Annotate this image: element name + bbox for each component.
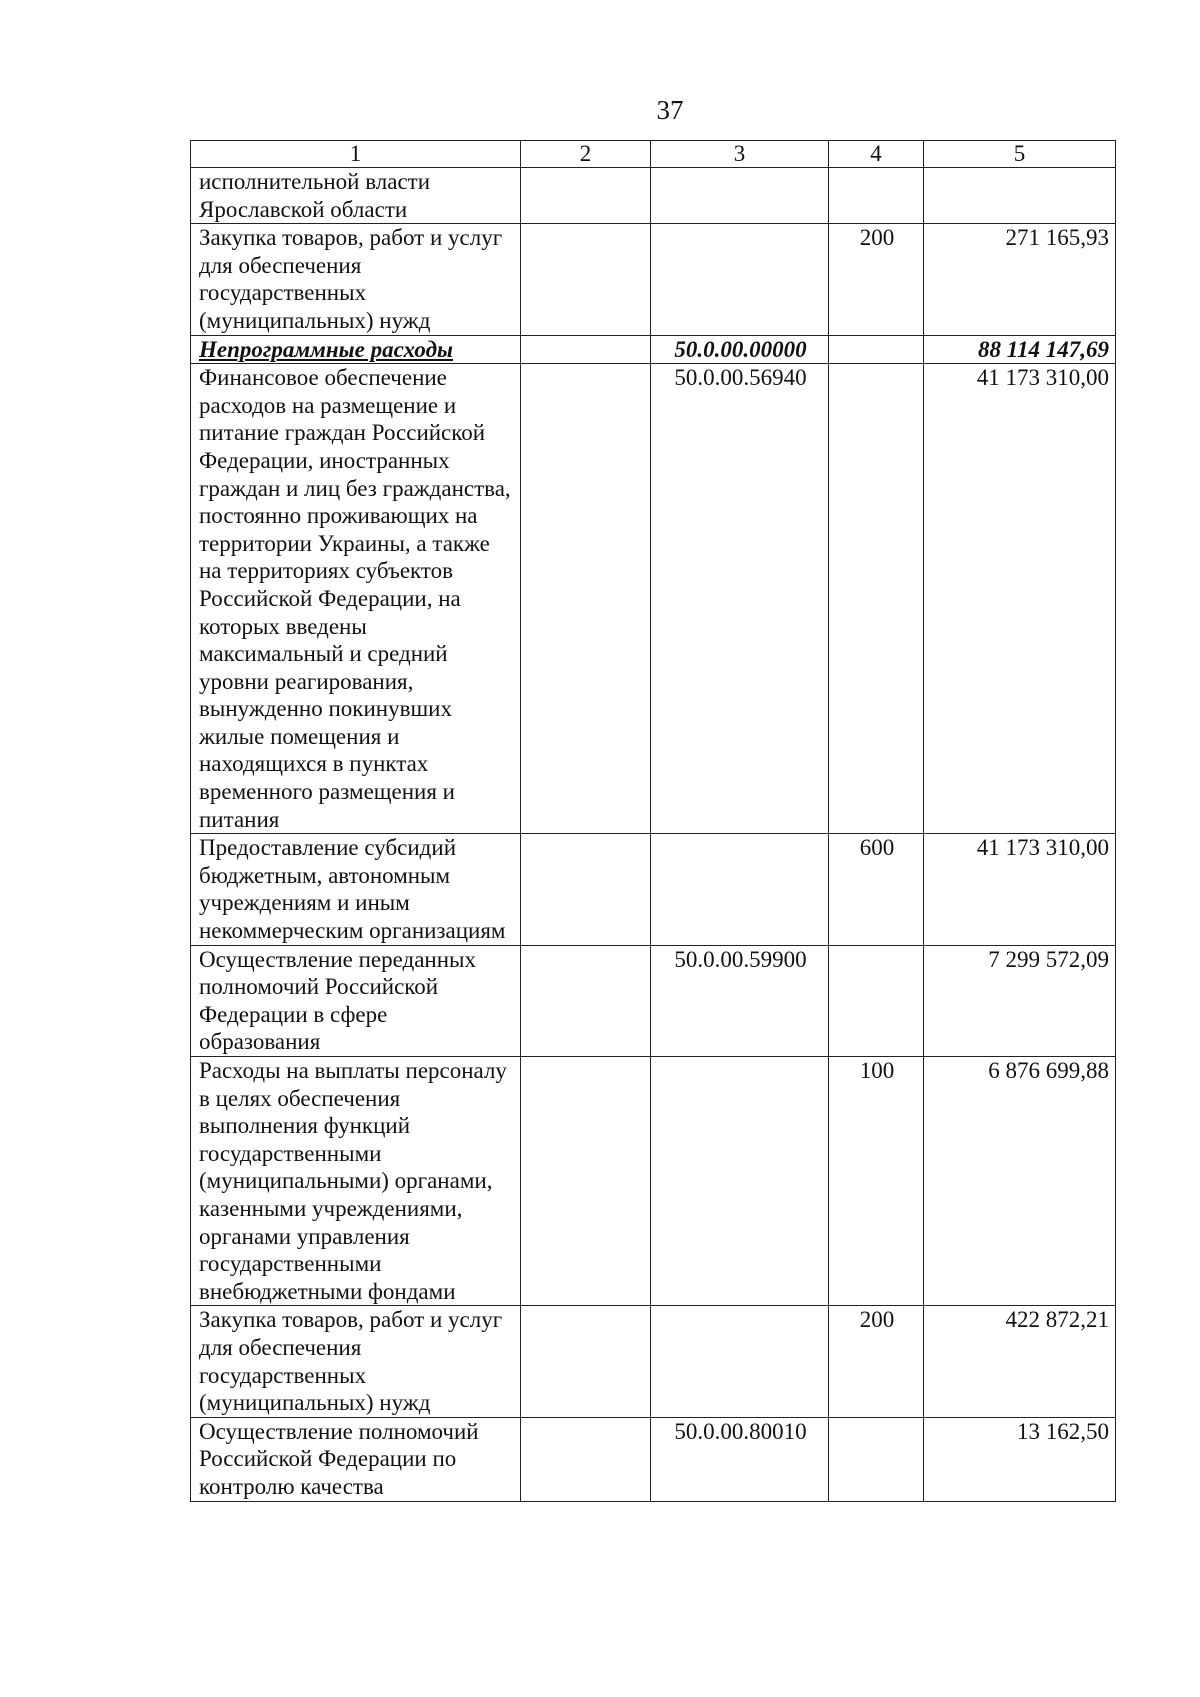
amount [924,168,1116,224]
expense-type-code [829,1417,924,1501]
expense-type-code [829,364,924,834]
table-row [191,834,1116,945]
budget-table [190,140,1116,1502]
target-article-code: 50.0.00.00000 [651,335,829,364]
column-header-3: 3 [651,141,829,168]
expense-type-code: 200 [829,224,924,335]
target-article-code [651,1306,829,1417]
amount: 13 162,50 [924,1417,1116,1501]
column-2-cell [521,945,651,1056]
expense-name: Непрограммные расходы [191,335,521,364]
amount: 41 173 310,00 [924,834,1116,945]
expense-name: Осуществление переданных полномочий Российской Федерации в сфере образования [191,945,521,1056]
amount: 88 114 147,69 [924,335,1116,364]
column-header-2: 2 [521,141,651,168]
expense-name: Осуществление полномочий Российской Федерации по контролю качества [191,1417,521,1501]
expense-type-code: 100 [829,1057,924,1306]
amount: 41 173 310,00 [924,364,1116,834]
table-row [191,1306,1116,1417]
section-total-row [191,335,1116,364]
amount: 271 165,93 [924,224,1116,335]
target-article-code: 50.0.00.56940 [651,364,829,834]
table-row [191,224,1116,335]
page-number: 37 [656,95,684,125]
target-article-code: 50.0.00.59900 [651,945,829,1056]
column-2-cell [521,364,651,834]
table-row [191,168,1116,224]
amount: 6 876 699,88 [924,1057,1116,1306]
column-2-cell [521,335,651,364]
column-header-5: 5 [924,141,1116,168]
column-2-cell [521,224,651,335]
column-2-cell [521,1417,651,1501]
amount: 7 299 572,09 [924,945,1116,1056]
expense-type-code [829,168,924,224]
header-row [191,141,1116,168]
expense-name: Закупка товаров, работ и услуг для обеспечения государственных (муниципальных) нужд [191,1306,521,1417]
column-2-cell [521,168,651,224]
target-article-code [651,834,829,945]
table-row [191,945,1116,1056]
expense-type-code [829,335,924,364]
expense-name: Предоставление субсидий бюджетным, автономным учреждениям и иным некоммерческим организациям [191,834,521,945]
column-2-cell [521,1057,651,1306]
target-article-code [651,224,829,335]
expense-type-code: 600 [829,834,924,945]
table-row [191,1057,1116,1306]
column-2-cell [521,1306,651,1417]
expense-name: Закупка товаров, работ и услуг для обеспечения государственных (муниципальных) нужд [191,224,521,335]
target-article-code: 50.0.00.80010 [651,1417,829,1501]
column-header-1: 1 [191,141,521,168]
expense-name: Расходы на выплаты персоналу в целях обеспечения выполнения функций государственными (муниципальными) органами, казенными учреждениями, органами управления государственными внебюджетными фондами [191,1057,521,1306]
expense-name: Финансовое обеспечение расходов на размещение и питание граждан Российской Федерации, иностранных граждан и лиц без гражданства, постоянно проживающих на территории Украины, а также на территориях субъектов Российской Федерации, на которых введены максимальный и средний уровни реагирования, вынужденно покинувших жилые помещения и находящихся в пунктах временного размещения и питания [191,364,521,834]
table-row [191,1417,1116,1501]
expense-type-code [829,945,924,1056]
table-row [191,364,1116,834]
expense-name: исполнительной власти Ярославской области [191,168,521,224]
expense-type-code: 200 [829,1306,924,1417]
target-article-code [651,1057,829,1306]
amount: 422 872,21 [924,1306,1116,1417]
column-2-cell [521,834,651,945]
column-header-4: 4 [829,141,924,168]
target-article-code [651,168,829,224]
